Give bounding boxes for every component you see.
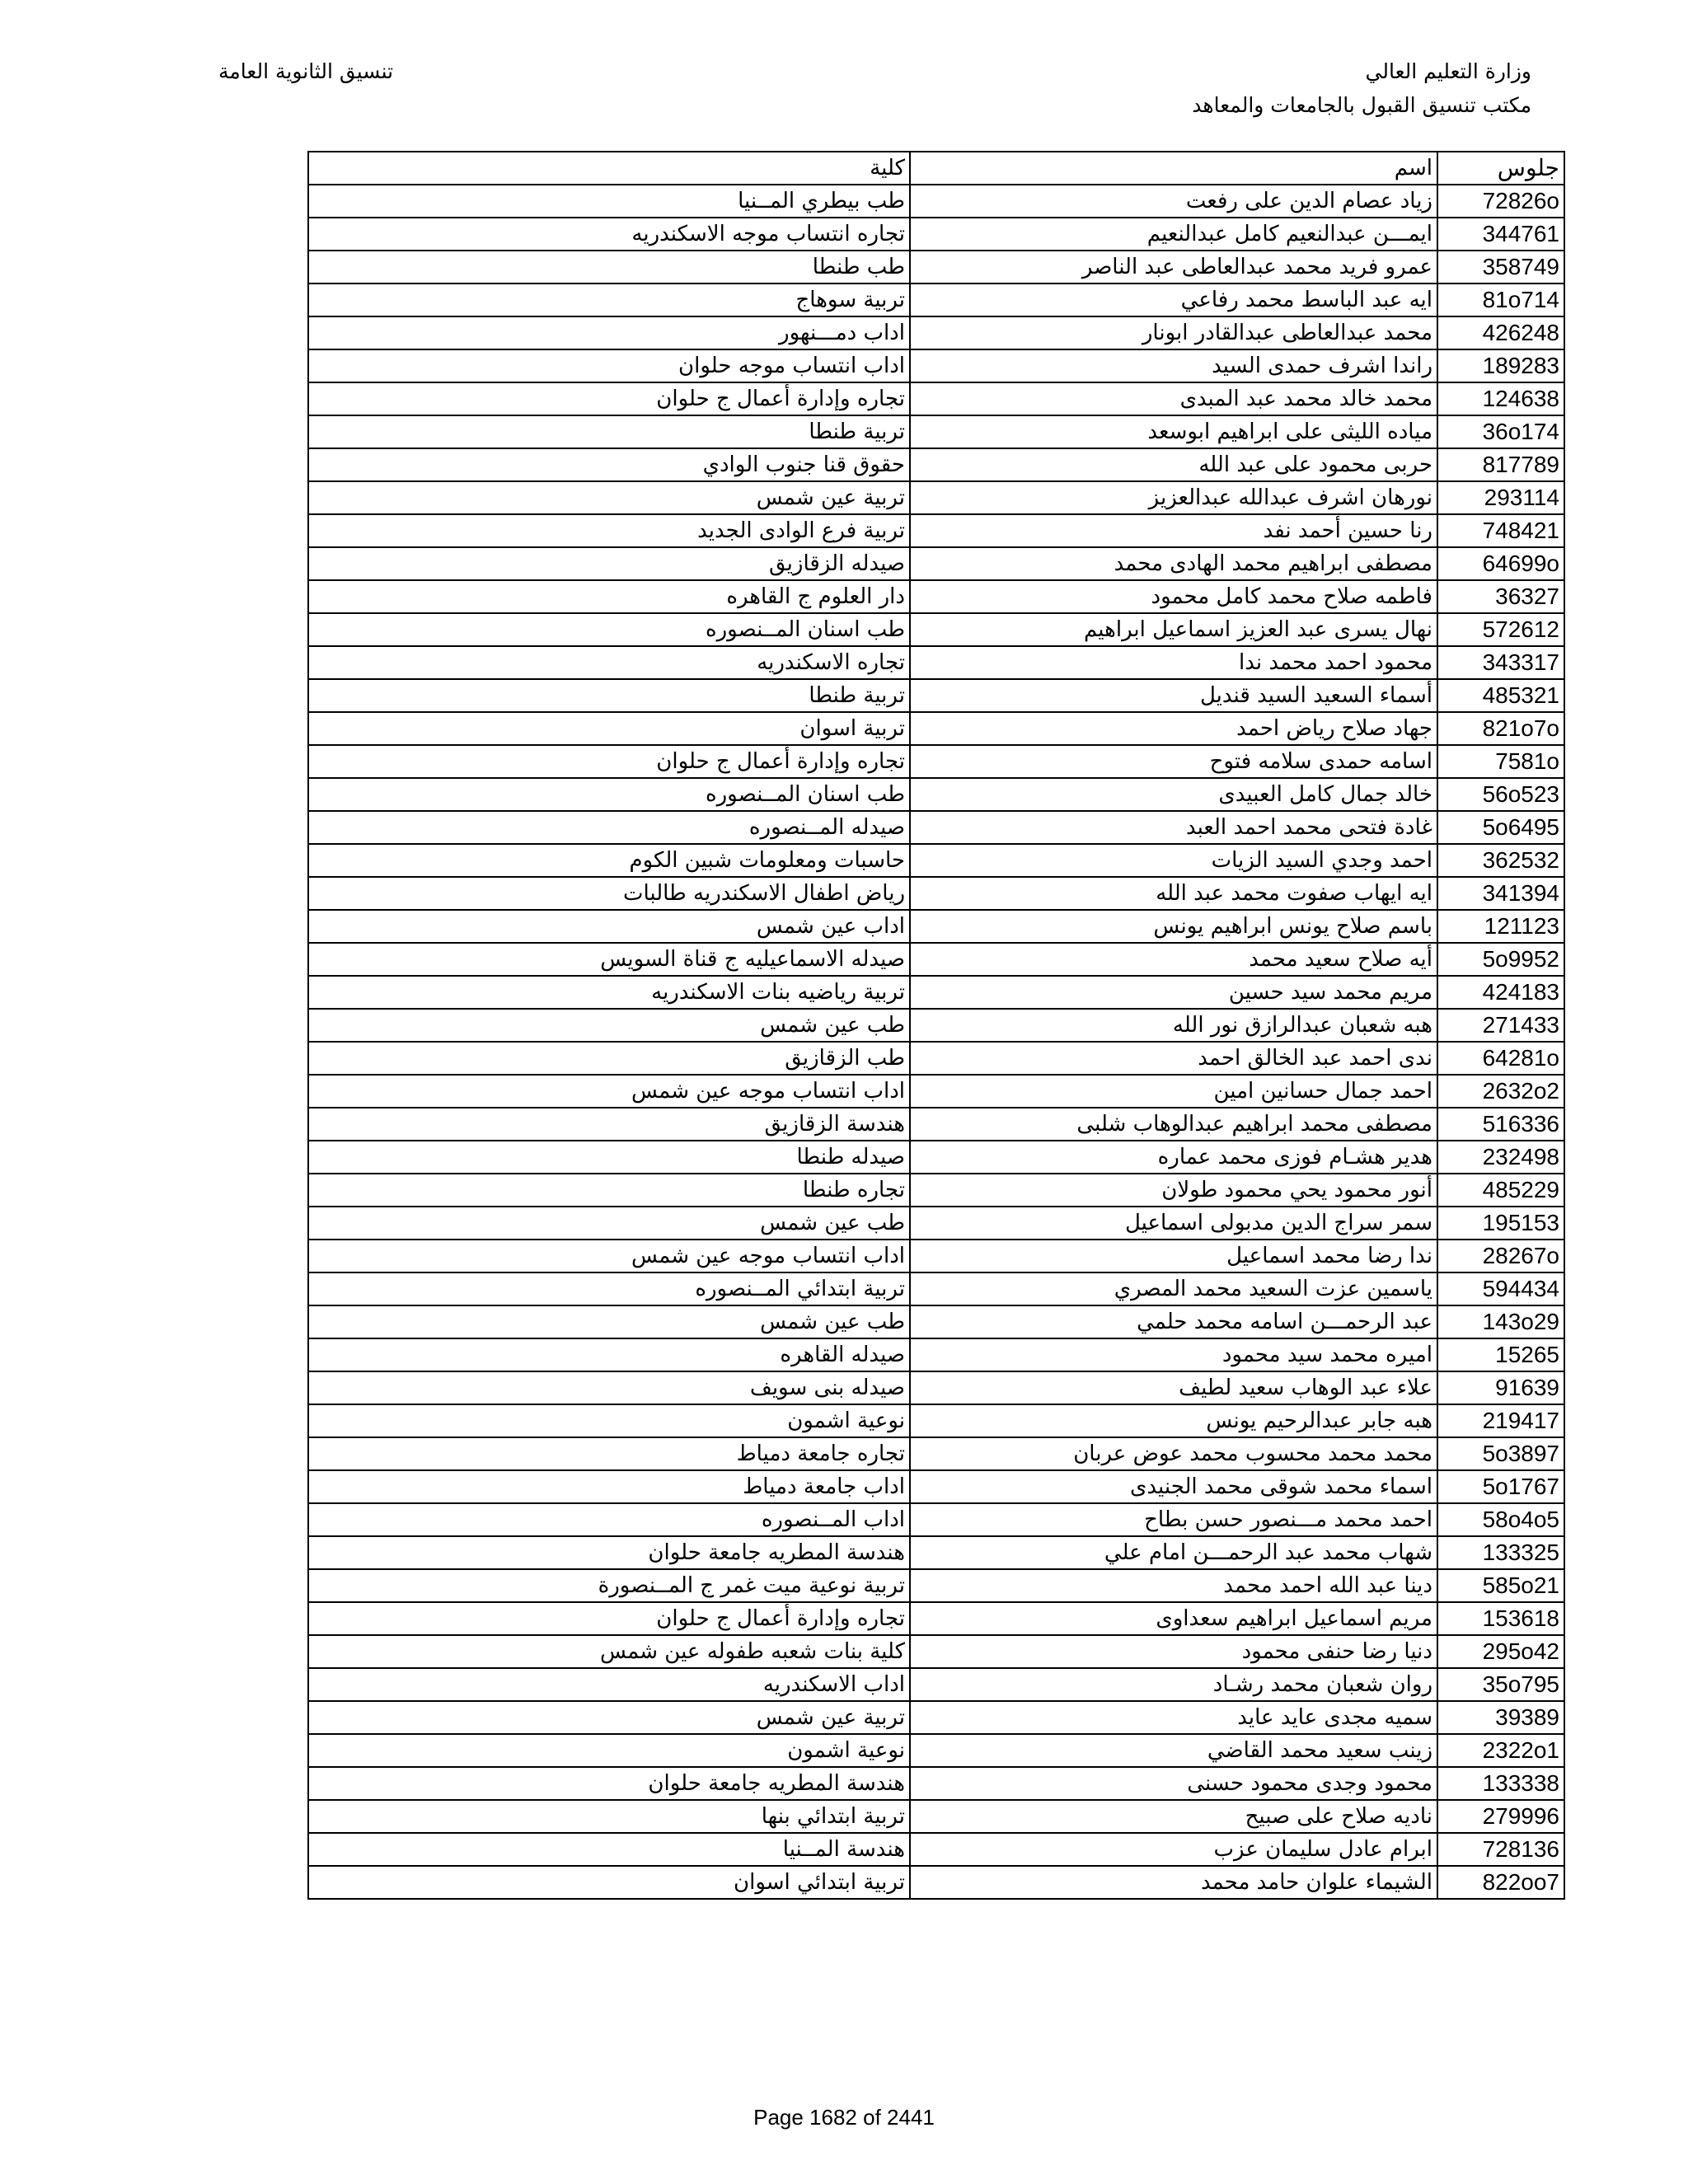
college-cell: تجاره طنطا [308,1174,910,1207]
seat-number-cell: 64281o [1437,1042,1564,1075]
table-row [308,646,1564,679]
student-name-cell: دينا عبد الله احمد محمد [910,1569,1437,1602]
student-name-cell: أنور محمود يحي محمود طولان [910,1174,1437,1207]
seat-number-cell: 5o3897 [1437,1437,1564,1470]
student-name-cell: حربى محمود على عبد الله [910,448,1437,481]
table-row [308,679,1564,712]
table-row [308,1207,1564,1240]
seat-number-cell: 426248 [1437,316,1564,349]
table-row [308,284,1564,316]
table-row [308,448,1564,481]
table-row [308,1701,1564,1734]
table-row [308,976,1564,1009]
seat-number-cell: 2632o2 [1437,1075,1564,1108]
seat-number-cell: 821o7o [1437,712,1564,745]
student-name-cell: هبه شعبان عبدالرازق نور الله [910,1009,1437,1042]
college-cell: تجاره الاسكندريه [308,646,910,679]
college-cell: صيدله الاسماعيليه ج قناة السويس [308,943,910,976]
college-cell: طب عين شمس [308,1009,910,1042]
college-cell: تربية سوهاج [308,284,910,316]
student-name-cell: زينب سعيد محمد القاضي [910,1734,1437,1767]
seat-number-cell: 28267o [1437,1240,1564,1272]
seat-number-cell: 64699o [1437,547,1564,580]
college-cell: صيدله بنى سويف [308,1371,910,1404]
college-cell: تجاره جامعة دمياط [308,1437,910,1470]
college-cell: تربية ابتدائي المــنصوره [308,1272,910,1305]
table-row [308,745,1564,778]
table-row [308,1404,1564,1437]
seat-number-cell: 121123 [1437,910,1564,943]
table-row [308,218,1564,251]
student-name-cell: احمد محمد مـــنصور حسن بطاح [910,1503,1437,1536]
seat-number-cell: 594434 [1437,1272,1564,1305]
student-name-cell: اسامه حمدى سلامه فتوح [910,745,1437,778]
student-name-cell: راندا اشرف حمدى السيد [910,349,1437,382]
college-cell: تربية رياضيه بنات الاسكندريه [308,976,910,1009]
results-table [307,151,1565,1900]
college-cell: طب بيطري المــنيا [308,185,910,218]
college-cell: هندسة المــنيا [308,1833,910,1866]
college-cell: تربية ابتدائي بنها [308,1800,910,1833]
seat-number-cell: 271433 [1437,1009,1564,1042]
seat-number-cell: 195153 [1437,1207,1564,1240]
seat-number-cell: 358749 [1437,251,1564,284]
student-name-cell: دنيا رضا حنفى محمود [910,1635,1437,1668]
student-name-cell: علاء عبد الوهاب سعيد لطيف [910,1371,1437,1404]
college-cell: صيدله المــنصوره [308,811,910,844]
college-cell: تجاره انتساب موجه الاسكندريه [308,218,910,251]
seat-number-cell: 822oo7 [1437,1866,1564,1899]
student-name-cell: روان شعبان محمد رشـاد [910,1668,1437,1701]
seat-number-cell: 7581o [1437,745,1564,778]
page-number: Page 1682 of 2441 [753,2105,935,2130]
college-cell: تربية ابتدائي اسوان [308,1866,910,1899]
table-row [308,1800,1564,1833]
student-name-cell: ابرام عادل سليمان عزب [910,1833,1437,1866]
college-cell: اداب المــنصوره [308,1503,910,1536]
college-cell: حقوق قنا جنوب الوادي [308,448,910,481]
college-cell: تربية اسوان [308,712,910,745]
table-row [308,1635,1564,1668]
table-row [308,910,1564,943]
college-cell: اداب دمـــنهور [308,316,910,349]
college-cell: اداب جامعة دمياط [308,1470,910,1503]
seat-number-cell: 189283 [1437,349,1564,382]
column-header-college: كلية [308,152,910,185]
table-row [308,316,1564,349]
student-name-cell: ندا رضا محمد اسماعيل [910,1240,1437,1272]
college-cell: صيدله الزقازيق [308,547,910,580]
table-row [308,580,1564,613]
table-row [308,481,1564,514]
seat-number-cell: 143o29 [1437,1305,1564,1338]
college-cell: هندسة المطريه جامعة حلوان [308,1536,910,1569]
seat-number-cell: 424183 [1437,976,1564,1009]
table-row [308,1075,1564,1108]
student-name-cell: ناديه صلاح على صبيح [910,1800,1437,1833]
college-cell: اداب انتساب موجه حلوان [308,349,910,382]
table-row [308,349,1564,382]
student-name-cell: الشيماء علوان حامد محمد [910,1866,1437,1899]
table-row [308,1602,1564,1635]
student-name-cell: ايه ايهاب صفوت محمد عبد الله [910,877,1437,910]
seat-number-cell: 81o714 [1437,284,1564,316]
college-cell: رياض اطفال الاسكندريه طالبات [308,877,910,910]
seat-number-cell: 748421 [1437,514,1564,547]
table-row [308,1141,1564,1174]
seat-number-cell: 232498 [1437,1141,1564,1174]
student-name-cell: هبه جابر عبدالرحيم يونس [910,1404,1437,1437]
seat-number-cell: 5o9952 [1437,943,1564,976]
seat-number-cell: 219417 [1437,1404,1564,1437]
seat-number-cell: 585o21 [1437,1569,1564,1602]
college-cell: هندسة الزقازيق [308,1108,910,1141]
table-row [308,811,1564,844]
table-row [308,1470,1564,1503]
student-name-cell: محمود احمد محمد ندا [910,646,1437,679]
student-name-cell: ياسمين عزت السعيد محمد المصري [910,1272,1437,1305]
table-row [308,1174,1564,1207]
student-name-cell: نورهان اشرف عبدالله عبدالعزيز [910,481,1437,514]
college-cell: نوعية اشمون [308,1734,910,1767]
seat-number-cell: 133325 [1437,1536,1564,1569]
seat-number-cell: 15265 [1437,1338,1564,1371]
student-name-cell: مريم اسماعيل ابراهيم سعداوى [910,1602,1437,1635]
student-name-cell: ندى احمد عبد الخالق احمد [910,1042,1437,1075]
student-name-cell: فاطمه صلاح محمد كامل محمود [910,580,1437,613]
student-name-cell: محمد عبدالعاطى عبدالقادر ابونار [910,316,1437,349]
table-row [308,514,1564,547]
college-cell: اداب الاسكندريه [308,1668,910,1701]
seat-number-cell: 341394 [1437,877,1564,910]
seat-number-cell: 516336 [1437,1108,1564,1141]
seat-number-cell: 572612 [1437,613,1564,646]
seat-number-cell: 485321 [1437,679,1564,712]
college-cell: تربية طنطا [308,415,910,448]
table-row [308,778,1564,811]
student-name-cell: اسماء محمد شوقى محمد الجنيدى [910,1470,1437,1503]
college-cell: هندسة المطريه جامعة حلوان [308,1767,910,1800]
student-name-cell: محمد محمد محسوب محمد عوض عربان [910,1437,1437,1470]
table-body [308,185,1564,1899]
college-cell: تجاره وإدارة أعمال ج حلوان [308,745,910,778]
student-name-cell: احمد وجدي السيد الزيات [910,844,1437,877]
college-cell: طب الزقازيق [308,1042,910,1075]
student-name-cell: مياده الليثى على ابراهيم ابوسعد [910,415,1437,448]
student-name-cell: خالد جمال كامل العبيدى [910,778,1437,811]
seat-number-cell: 36o174 [1437,415,1564,448]
table-row [308,1240,1564,1272]
table-row [308,1437,1564,1470]
table-row [308,844,1564,877]
college-cell: طب عين شمس [308,1207,910,1240]
department-title: تنسيق الثانوية العامة [218,59,394,83]
ministry-title: وزارة التعليم العالي [1365,59,1531,83]
college-cell: تربية نوعية ميت غمر ج المــنصورة [308,1569,910,1602]
column-header-seat: جلوس [1437,152,1564,185]
table-row [308,547,1564,580]
college-cell: صيدله القاهره [308,1338,910,1371]
table-row [308,415,1564,448]
seat-number-cell: 153618 [1437,1602,1564,1635]
college-cell: تربية عين شمس [308,1701,910,1734]
seat-number-cell: 293114 [1437,481,1564,514]
student-name-cell: عمرو فريد محمد عبدالعاطى عبد الناصر [910,251,1437,284]
table-row [308,1833,1564,1866]
table-row [308,1866,1564,1899]
college-cell: تربية عين شمس [308,481,910,514]
column-header-name: اسم [910,152,1437,185]
student-name-cell: سمر سراج الدين مدبولى اسماعيل [910,1207,1437,1240]
table-row [308,1272,1564,1305]
seat-number-cell: 2322o1 [1437,1734,1564,1767]
seat-number-cell: 72826o [1437,185,1564,218]
college-cell: اداب عين شمس [308,910,910,943]
college-cell: تجاره وإدارة أعمال ج حلوان [308,1602,910,1635]
seat-number-cell: 133338 [1437,1767,1564,1800]
student-name-cell: مصطفى محمد ابراهيم عبدالوهاب شلبى [910,1108,1437,1141]
seat-number-cell: 124638 [1437,382,1564,415]
table-row [308,1305,1564,1338]
college-cell: اداب انتساب موجه عين شمس [308,1240,910,1272]
college-cell: دار العلوم ج القاهره [308,580,910,613]
student-name-cell: ايه عبد الباسط محمد رفاعي [910,284,1437,316]
table-row [308,1503,1564,1536]
seat-number-cell: 36327 [1437,580,1564,613]
seat-number-cell: 91639 [1437,1371,1564,1404]
student-name-cell: اميره محمد سيد محمود [910,1338,1437,1371]
student-name-cell: أيه صلاح سعيد محمد [910,943,1437,976]
seat-number-cell: 817789 [1437,448,1564,481]
student-name-cell: نهال يسرى عبد العزيز اسماعيل ابراهيم [910,613,1437,646]
table-row [308,1009,1564,1042]
table-header-row [308,152,1564,185]
table-row [308,1569,1564,1602]
student-name-cell: سميه مجدى عايد عايد [910,1701,1437,1734]
table-row [308,1042,1564,1075]
table-row [308,1767,1564,1800]
table-row [308,251,1564,284]
college-cell: طب اسنان المــنصوره [308,778,910,811]
college-cell: صيدله طنطا [308,1141,910,1174]
seat-number-cell: 279996 [1437,1800,1564,1833]
student-name-cell: أسماء السعيد السيد قنديل [910,679,1437,712]
table-row [308,712,1564,745]
college-cell: حاسبات ومعلومات شبين الكوم [308,844,910,877]
seat-number-cell: 344761 [1437,218,1564,251]
student-name-cell: مصطفى ابراهيم محمد الهادى محمد [910,547,1437,580]
table-row [308,185,1564,218]
college-cell: تربية فرع الوادى الجديد [308,514,910,547]
seat-number-cell: 35o795 [1437,1668,1564,1701]
table-row [308,613,1564,646]
seat-number-cell: 362532 [1437,844,1564,877]
college-cell: نوعية اشمون [308,1404,910,1437]
seat-number-cell: 728136 [1437,1833,1564,1866]
college-cell: طب طنطا [308,251,910,284]
student-name-cell: عبد الرحمـــن اسامه محمد حلمي [910,1305,1437,1338]
seat-number-cell: 56o523 [1437,778,1564,811]
table-row [308,1371,1564,1404]
college-cell: طب اسنان المــنصوره [308,613,910,646]
student-name-cell: محمود وجدى محمود حسنى [910,1767,1437,1800]
college-cell: اداب انتساب موجه عين شمس [308,1075,910,1108]
table-row [308,1536,1564,1569]
student-name-cell: غادة فتحى محمد احمد العبد [910,811,1437,844]
table-row [308,382,1564,415]
table-row [308,943,1564,976]
seat-number-cell: 5o1767 [1437,1470,1564,1503]
college-cell: تجاره وإدارة أعمال ج حلوان [308,382,910,415]
student-name-cell: جهاد صلاح رياض احمد [910,712,1437,745]
seat-number-cell: 39389 [1437,1701,1564,1734]
student-name-cell: زياد عصام الدين على رفعت [910,185,1437,218]
college-cell: تربية طنطا [308,679,910,712]
student-name-cell: محمد خالد محمد عبد المبدى [910,382,1437,415]
table-row [308,1668,1564,1701]
college-cell: طب عين شمس [308,1305,910,1338]
seat-number-cell: 343317 [1437,646,1564,679]
student-name-cell: باسم صلاح يونس ابراهيم يونس [910,910,1437,943]
seat-number-cell: 295o42 [1437,1635,1564,1668]
office-title: مكتب تنسيق القبول بالجامعات والمعاهد [1192,93,1531,117]
table-row [308,877,1564,910]
seat-number-cell: 485229 [1437,1174,1564,1207]
seat-number-cell: 58o4o5 [1437,1503,1564,1536]
student-name-cell: رنا حسين أحمد نفد [910,514,1437,547]
student-name-cell: شهاب محمد عبد الرحمـــن امام علي [910,1536,1437,1569]
table-row [308,1734,1564,1767]
seat-number-cell: 5o6495 [1437,811,1564,844]
table-row [308,1338,1564,1371]
student-name-cell: احمد جمال حسانين امين [910,1075,1437,1108]
table-row [308,1108,1564,1141]
student-name-cell: ايمـــن عبدالنعيم كامل عبدالنعيم [910,218,1437,251]
student-name-cell: هدير هشـام فوزى محمد عماره [910,1141,1437,1174]
college-cell: كلية بنات شعبه طفوله عين شمس [308,1635,910,1668]
student-name-cell: مريم محمد سيد حسين [910,976,1437,1009]
